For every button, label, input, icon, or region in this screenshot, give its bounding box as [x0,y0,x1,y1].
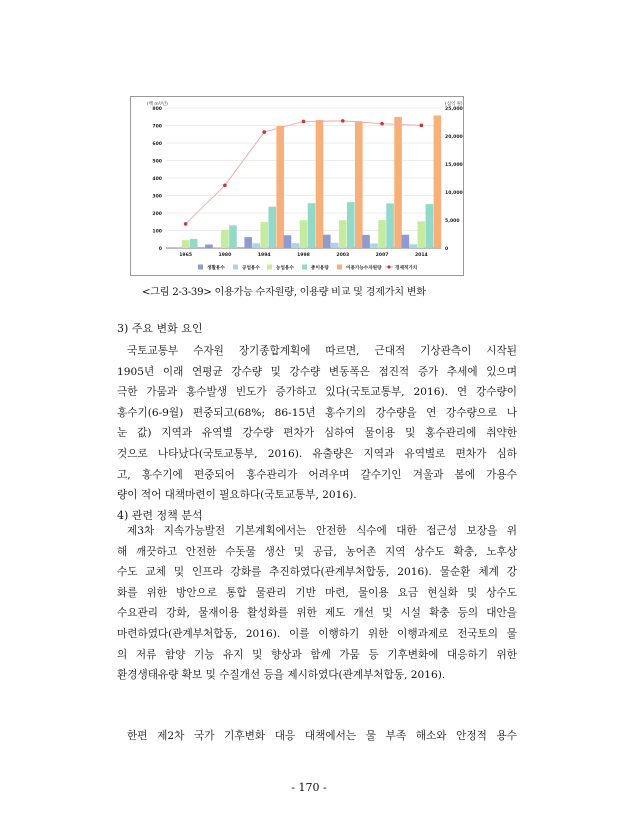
bar [402,235,410,248]
bar [394,117,402,248]
paragraph-line: 홍수기(6-9월) 편중되고(68%; 86-15년 홍수기의 강수량을 연 강수량으로 나 [117,406,517,419]
bar [378,220,386,248]
line-point [420,124,424,128]
paragraph-line: 해 깨끗하고 안전한 수돗물 생산 및 공급, 농어촌 지역 상수도 확충, 노후상 [117,545,517,558]
bar [316,120,324,248]
bar [252,243,260,248]
x-tick-label: 1965 [179,253,193,258]
series-line [186,121,422,224]
bar [426,204,434,248]
legend-label: 공업용수 [242,265,260,271]
paragraph-climate-policy [117,726,517,747]
y-right-tick-label: 10,000 [445,191,463,196]
y-left-tick-label: 300 [152,194,162,200]
y-left-axis-label: (백 m³/년) [147,102,168,107]
y-left-tick-label: 700 [152,124,162,130]
y-right-tick-label: 0 [445,247,449,252]
legend-label: 경제적가치 [395,265,418,271]
paragraph-line: 환경생태유량 확보 및 수질개선 등을 제시하였다(관계부처합동, 2016). [117,669,446,682]
paragraph-line: 제3차 지속가능발전 기본계획에서는 안전한 식수에 대한 접근성 보장을 위 [127,525,517,537]
paragraph-line: 량이 적어 대책마련이 필요하다(국토교통부, 2016). [117,489,357,502]
paragraph-line: 국토교통부 수자원 장기종합계획에 따르면, 근대적 기상관측이 시작된 [127,345,517,357]
x-tick-label: 2007 [375,253,389,258]
bar [300,220,308,248]
bar [347,202,355,248]
y-left-tick-label: 200 [152,212,162,217]
paragraph-line: 수도 교체 및 인프라 강화를 추진하였다(관계부처합동, 2016). 물순환 체계 강 [117,566,517,579]
x-tick-label: 2014 [414,253,428,258]
section-heading-4: 4) 관련 정책 분석 [117,509,203,522]
legend-swatch [337,265,342,270]
legend-label: 이용가능수자원량 [346,265,382,271]
paragraph-line: 고, 홍수기에 편중되어 홍수관리가 어려우며 갈수기인 겨울과 봄에 가용수 [117,468,517,481]
bar [339,220,347,248]
y-right-tick-label: 20,000 [445,135,463,140]
bar [205,245,213,249]
paragraph-line: 의 저류 함양 기능 유지 및 향상과 함께 가뭄 등 기후변화에 대응하기 위한 [117,648,517,661]
x-tick-label: 1994 [257,253,271,258]
paragraph-line: 마련하였다(관계부처합동, 2016). 이를 이행하기 위한 이행과제로 전국토의 물 [117,627,517,640]
bar [190,239,198,248]
y-left-tick-label: 500 [152,159,162,165]
x-tick-label: 1998 [297,253,310,258]
bar [331,243,339,248]
bar [355,121,363,248]
legend-label: 총이용량 [311,265,329,271]
paragraph-line: 화를 위한 방안으로 통합 물관리 기반 마련, 물이용 요금 현실화 및 상수도 [117,586,517,599]
paragraph-line: 1905년 이래 연평균 강수량 및 강수량 변동폭은 점진적 증가 추세에 있으며 [117,365,517,378]
legend-swatch [387,265,390,268]
y-left-tick-label: 0 [158,247,162,252]
bar [410,244,418,248]
legend-swatch [233,265,238,270]
line-point [262,130,266,134]
y-right-tick-label: 25,000 [445,107,463,112]
paragraph-line: 수요관리 강화, 물재이용 활성화를 위한 제도 개선 및 시설 확충 등의 대안을 [117,607,517,620]
paragraph-line: 극한 가뭄과 홍수발생 빈도가 증가하고 있다(국토교통부, 2016). 연 강수량이 [117,386,517,399]
line-point [302,120,306,124]
line-point [380,122,384,126]
y-right-axis-label: (십억 원) [445,102,463,107]
chart-svg [131,97,465,277]
bar [260,222,268,248]
legend-label: 농업용수 [276,265,294,271]
bar [284,235,292,248]
y-left-tick-label: 800 [152,107,162,112]
bar [213,247,221,248]
x-tick-label: 2003 [336,253,350,258]
bar [292,243,300,248]
legend-label: 생활용수 [207,265,225,271]
figure-caption: <그림 2-3-39> 이용가능 수자원량, 이용량 비교 및 경제가치 변화 [142,287,426,298]
bar [182,240,190,248]
paragraph-major-change-factors [117,341,517,506]
water-resources-chart [130,96,464,276]
x-tick-label: 1980 [218,253,232,258]
paragraph-line: 한편 제2차 국가 기후변화 대응 대책에서는 물 부족 해소와 안정적 용수 [127,730,517,742]
bar [276,126,284,248]
bar [308,203,316,248]
legend-swatch [198,265,203,270]
legend-swatch [267,265,272,270]
bar [221,230,229,248]
section-heading-3: 3) 주요 변화 요인 [117,322,203,335]
y-left-tick-label: 600 [152,142,162,147]
bar [418,221,426,248]
legend-swatch [302,265,307,270]
bar [434,116,442,248]
bar [370,243,378,248]
y-right-tick-label: 5,000 [445,219,460,224]
paragraph-policy-analysis [117,521,517,686]
bar [244,237,252,248]
paragraph-line: 눈 값) 지역과 유역별 강수량 편차가 심하여 물이용 및 홍수관리에 취약한 [117,427,517,440]
y-right-tick-label: 15,000 [445,163,463,168]
bar [362,235,370,248]
line-point [341,119,345,123]
page-number: - 170 - [291,781,327,794]
bar [229,225,237,248]
bar [386,203,394,248]
line-point [223,183,227,187]
y-left-tick-label: 100 [152,229,162,235]
bar [323,235,331,248]
bar [268,207,276,248]
line-point [184,222,188,226]
y-left-tick-label: 400 [152,177,162,182]
paragraph-line: 것으로 나타났다(국토교통부, 2016). 유출량은 지역과 유역별로 편차가 심하 [117,447,517,460]
